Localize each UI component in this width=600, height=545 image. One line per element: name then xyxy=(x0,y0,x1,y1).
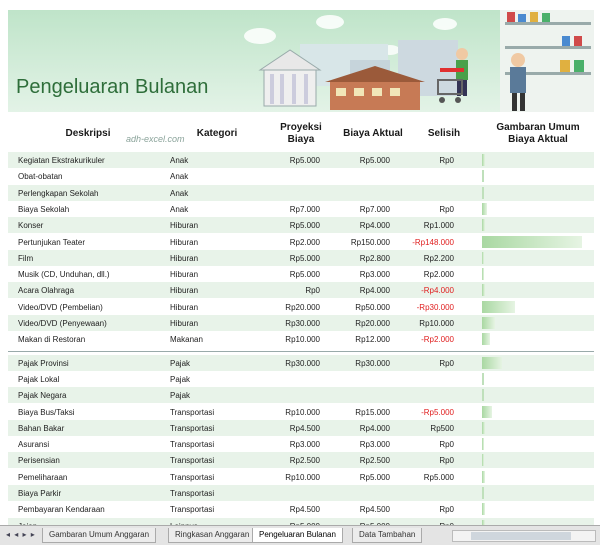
cell-biaya-aktual[interactable]: Rp15.000 xyxy=(355,407,390,417)
cell-kategori[interactable]: Hiburan xyxy=(170,319,199,328)
scrollbar-thumb[interactable] xyxy=(471,532,571,540)
horizontal-scrollbar[interactable] xyxy=(452,530,596,542)
cell-deskripsi[interactable]: Pajak Negara xyxy=(18,391,67,401)
table-row[interactable] xyxy=(8,201,594,217)
cell-deskripsi[interactable]: Film xyxy=(18,253,34,263)
actual-cost-bar xyxy=(482,219,485,231)
actual-cost-bar xyxy=(482,203,487,215)
cell-biaya-aktual[interactable]: Rp4.000 xyxy=(359,423,390,433)
cell-kategori[interactable]: Hiburan xyxy=(170,302,199,312)
cell-biaya-aktual[interactable]: Rp2.800 xyxy=(359,253,390,263)
actual-cost-bar xyxy=(482,236,582,248)
cell-selisih[interactable]: -Rp2.000 xyxy=(421,335,454,345)
cell-deskripsi[interactable]: Bahan Bakar xyxy=(18,423,65,433)
table-row[interactable] xyxy=(8,355,594,371)
cell-biaya-aktual[interactable]: Rp4.000 xyxy=(359,221,390,231)
cell-selisih[interactable]: Rp0 xyxy=(439,456,454,466)
cell-kategori[interactable]: Hiburan xyxy=(170,221,199,231)
cell-kategori[interactable]: Transportasi xyxy=(170,423,215,433)
cell-biaya-aktual[interactable]: Rp7.000 xyxy=(359,204,390,214)
cell-deskripsi[interactable]: Obat-obatan xyxy=(18,172,63,182)
table-row[interactable] xyxy=(8,452,594,468)
cell-biaya-aktual[interactable]: Rp150.000 xyxy=(350,237,390,247)
cell-selisih[interactable]: -Rp5.000 xyxy=(421,407,454,417)
chart-bar-baseline xyxy=(482,389,484,401)
tab-pengeluaran-bulanan[interactable]: Pengeluaran Bulanan xyxy=(252,528,343,543)
cell-proyeksi-biaya[interactable]: Rp2.500 xyxy=(289,456,320,466)
cell-deskripsi[interactable]: Video/DVD (Pembelian) xyxy=(18,302,103,312)
table-row[interactable] xyxy=(8,387,594,403)
cell-deskripsi[interactable]: Pajak Lokal xyxy=(18,374,60,384)
table-row[interactable] xyxy=(8,217,594,233)
table-row[interactable] xyxy=(8,469,594,485)
cell-deskripsi[interactable]: Kegiatan Ekstrakurikuler xyxy=(18,156,105,165)
actual-cost-bar xyxy=(482,333,490,345)
table-row[interactable] xyxy=(8,371,594,387)
actual-cost-bar xyxy=(482,422,485,434)
cell-biaya-aktual[interactable]: Rp5.000 xyxy=(359,156,390,165)
chart-bar-baseline xyxy=(482,187,484,199)
header-kategori: Kategori xyxy=(196,128,238,139)
cell-proyeksi-biaya[interactable]: Rp4.500 xyxy=(289,505,320,515)
tab-ringkasan-anggaran[interactable]: Ringkasan Anggaran xyxy=(168,528,256,543)
cell-proyeksi-biaya[interactable]: Rp10.000 xyxy=(285,407,320,417)
actual-cost-bar xyxy=(482,406,492,418)
table-row[interactable] xyxy=(8,234,594,250)
cell-proyeksi-biaya[interactable]: Rp4.500 xyxy=(289,423,320,433)
watermark-text: adh-excel.com xyxy=(126,134,185,144)
cell-kategori[interactable]: Transportasi xyxy=(170,456,215,466)
table-row[interactable] xyxy=(8,485,594,501)
cell-deskripsi[interactable]: Makan di Restoran xyxy=(18,335,86,345)
table-row[interactable] xyxy=(8,185,594,201)
cell-biaya-aktual[interactable]: Rp2.500 xyxy=(359,456,390,466)
cell-proyeksi-biaya[interactable]: Rp5.000 xyxy=(289,221,320,231)
cell-proyeksi-biaya[interactable]: Rp5.000 xyxy=(289,156,320,165)
actual-cost-bar xyxy=(482,268,484,280)
cell-proyeksi-biaya[interactable]: Rp20.000 xyxy=(285,302,320,312)
cell-kategori[interactable]: Makanan xyxy=(170,335,203,345)
cell-biaya-aktual[interactable]: Rp30.000 xyxy=(355,358,390,368)
cell-selisih[interactable]: Rp2.200 xyxy=(423,253,454,263)
header-biaya-aktual: Biaya Aktual xyxy=(343,128,403,139)
cell-biaya-aktual[interactable]: Rp20.000 xyxy=(355,319,390,328)
cell-selisih[interactable]: Rp0 xyxy=(439,440,454,450)
table-row[interactable] xyxy=(8,282,594,298)
cell-proyeksi-biaya[interactable]: Rp2.000 xyxy=(289,237,320,247)
cell-selisih[interactable]: Rp500 xyxy=(430,423,454,433)
cell-kategori[interactable]: Transportasi xyxy=(170,407,215,417)
actual-cost-bar xyxy=(482,357,502,369)
cell-kategori[interactable]: Anak xyxy=(170,188,189,198)
cell-biaya-aktual[interactable]: Rp4.500 xyxy=(359,505,390,515)
cell-biaya-aktual[interactable]: Rp12.000 xyxy=(355,335,390,345)
actual-cost-bar xyxy=(482,317,495,329)
cell-deskripsi[interactable]: Pemeliharaan xyxy=(18,472,68,482)
actual-cost-bar xyxy=(482,284,485,296)
table-row[interactable] xyxy=(8,168,594,184)
table-row[interactable] xyxy=(8,436,594,452)
header-selisih: Selisih xyxy=(427,128,461,139)
header-proyeksi-biaya: Proyeksi Biaya xyxy=(280,122,322,145)
cell-deskripsi[interactable]: Musik (CD, Unduhan, dll.) xyxy=(18,270,110,280)
cell-kategori[interactable]: Anak xyxy=(170,204,189,214)
cell-kategori[interactable]: Pajak xyxy=(170,358,191,368)
section-divider xyxy=(8,351,594,352)
cell-kategori[interactable]: Transportasi xyxy=(170,489,215,498)
cell-deskripsi[interactable]: Pajak Provinsi xyxy=(18,358,69,368)
table-row[interactable] xyxy=(8,152,594,168)
cell-deskripsi[interactable]: Perisensian xyxy=(18,456,60,466)
table-row[interactable] xyxy=(8,266,594,282)
cell-kategori[interactable]: Anak xyxy=(170,156,189,165)
cell-selisih[interactable]: Rp1.000 xyxy=(423,221,454,231)
cell-biaya-aktual[interactable]: Rp4.000 xyxy=(359,286,390,296)
cell-kategori[interactable]: Transportasi xyxy=(170,472,215,482)
sheet-tabs-bar xyxy=(0,525,600,545)
cell-biaya-aktual[interactable]: Rp3.000 xyxy=(359,270,390,280)
cell-proyeksi-biaya[interactable]: Rp30.000 xyxy=(285,319,320,328)
cell-proyeksi-biaya[interactable]: Rp0 xyxy=(305,286,320,296)
header-gambaran-umum: Gambaran Umum Biaya Aktual xyxy=(496,122,580,145)
cell-selisih[interactable]: Rp2.000 xyxy=(423,270,454,280)
cell-kategori[interactable]: Pajak xyxy=(170,374,191,384)
actual-cost-bar xyxy=(482,454,484,466)
page-title: Pengeluaran Bulanan xyxy=(16,76,209,98)
cell-selisih[interactable]: Rp0 xyxy=(439,156,454,165)
header-banner xyxy=(8,10,594,112)
actual-cost-bar xyxy=(482,154,485,166)
cell-selisih[interactable]: Rp0 xyxy=(439,204,454,214)
actual-cost-bar xyxy=(482,471,485,483)
cell-deskripsi[interactable]: Pembayaran Kendaraan xyxy=(18,505,105,515)
chart-bar-baseline xyxy=(482,487,484,499)
cell-selisih[interactable]: -Rp30.000 xyxy=(416,302,454,312)
actual-cost-bar xyxy=(482,252,484,264)
cell-kategori[interactable]: Pajak xyxy=(170,391,191,401)
table-row[interactable] xyxy=(8,501,594,517)
actual-cost-bar xyxy=(482,503,485,515)
actual-cost-bar xyxy=(482,301,515,313)
table-row[interactable] xyxy=(8,420,594,436)
cell-kategori[interactable]: Hiburan xyxy=(170,286,199,296)
chart-bar-baseline xyxy=(482,170,484,182)
header-deskripsi: Deskripsi xyxy=(65,128,111,139)
cell-biaya-aktual[interactable]: Rp5.000 xyxy=(359,472,390,482)
cell-kategori[interactable]: Anak xyxy=(170,172,189,182)
tab-data-tambahan[interactable]: Data Tambahan xyxy=(352,528,422,543)
table-row[interactable] xyxy=(8,315,594,331)
cell-proyeksi-biaya[interactable]: Rp10.000 xyxy=(285,335,320,345)
cell-proyeksi-biaya[interactable]: Rp5.000 xyxy=(289,270,320,280)
cell-selisih[interactable]: Rp5.000 xyxy=(423,472,454,482)
table-row[interactable] xyxy=(8,404,594,420)
cell-deskripsi[interactable]: Biaya Bus/Taksi xyxy=(18,407,75,417)
table-row[interactable] xyxy=(8,331,594,347)
cell-selisih[interactable]: -Rp148.000 xyxy=(412,237,454,247)
cell-proyeksi-biaya[interactable]: Rp30.000 xyxy=(285,358,320,368)
cell-proyeksi-biaya[interactable]: Rp5.000 xyxy=(289,253,320,263)
cell-biaya-aktual[interactable]: Rp50.000 xyxy=(355,302,390,312)
illustration-city-shopping xyxy=(230,10,594,112)
cell-selisih[interactable]: Rp0 xyxy=(439,505,454,515)
cell-selisih[interactable]: -Rp4.000 xyxy=(421,286,454,296)
cell-deskripsi[interactable]: Asuransi xyxy=(18,440,50,450)
cell-kategori[interactable]: Hiburan xyxy=(170,253,199,263)
cell-proyeksi-biaya[interactable]: Rp10.000 xyxy=(285,472,320,482)
cell-proyeksi-biaya[interactable]: Rp3.000 xyxy=(289,440,320,450)
cell-kategori[interactable]: Hiburan xyxy=(170,237,199,247)
cell-deskripsi[interactable]: Acara Olahraga xyxy=(18,286,75,296)
cell-deskripsi[interactable]: Biaya Parkir xyxy=(18,489,62,498)
cell-kategori[interactable]: Transportasi xyxy=(170,440,215,450)
tab-nav-arrows-icon[interactable]: ◂ ◂ ▸ ▸ xyxy=(6,530,36,539)
cell-biaya-aktual[interactable]: Rp3.000 xyxy=(359,440,390,450)
cell-selisih[interactable]: Rp10.000 xyxy=(419,319,454,328)
cell-selisih[interactable]: Rp0 xyxy=(439,358,454,368)
cell-deskripsi[interactable]: Video/DVD (Penyewaan) xyxy=(18,319,107,328)
cell-deskripsi[interactable]: Perlengkapan Sekolah xyxy=(18,188,99,198)
table-row[interactable] xyxy=(8,299,594,315)
table-row[interactable] xyxy=(8,250,594,266)
cell-deskripsi[interactable]: Konser xyxy=(18,221,44,231)
cell-proyeksi-biaya[interactable]: Rp7.000 xyxy=(289,204,320,214)
table-header xyxy=(8,118,594,150)
chart-bar-baseline xyxy=(482,373,484,385)
tab-gambaran-umum-anggaran[interactable]: Gambaran Umum Anggaran xyxy=(42,528,156,543)
cell-kategori[interactable]: Transportasi xyxy=(170,505,215,515)
cell-kategori[interactable]: Hiburan xyxy=(170,270,199,280)
cell-deskripsi[interactable]: Biaya Sekolah xyxy=(18,204,70,214)
actual-cost-bar xyxy=(482,438,484,450)
cell-deskripsi[interactable]: Pertunjukan Teater xyxy=(18,237,86,247)
